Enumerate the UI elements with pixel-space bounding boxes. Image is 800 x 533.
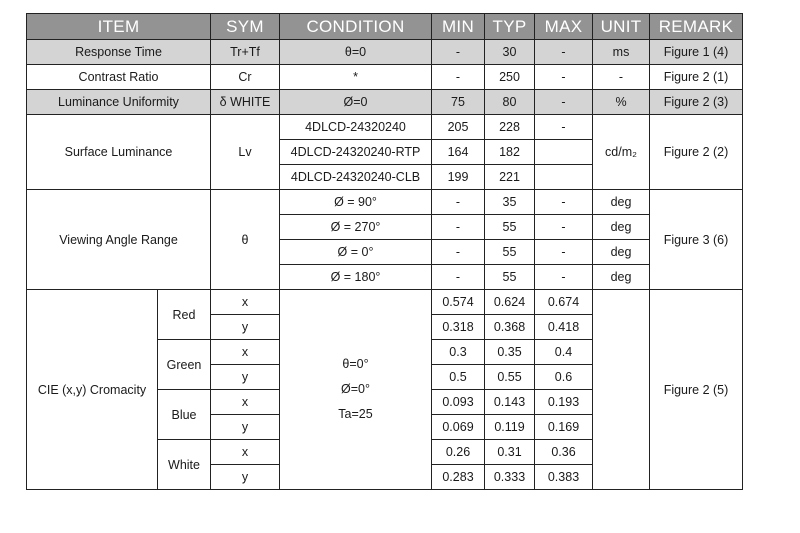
item-cell: Surface Luminance (27, 115, 211, 190)
min-cell: 0.574 (432, 290, 485, 315)
row-surface-luminance-1 (27, 115, 743, 140)
min-cell: - (432, 240, 485, 265)
max-cell: 0.674 (535, 290, 593, 315)
typ-cell: 0.368 (485, 315, 535, 340)
condition-cell: 4DLCD-24320240-CLB (280, 165, 432, 190)
header-item: ITEM (27, 14, 211, 40)
condition-cell: Ø = 180° (280, 265, 432, 290)
optical-spec-table (26, 13, 743, 490)
header-condition: CONDITION (280, 14, 432, 40)
cie-condition-cell (280, 290, 432, 490)
unit-cell: % (593, 90, 650, 115)
max-cell: - (535, 265, 593, 290)
unit-cell: deg (593, 265, 650, 290)
sym-cell: y (211, 415, 280, 440)
sym-cell: y (211, 315, 280, 340)
max-cell: - (535, 115, 593, 140)
max-cell: 0.36 (535, 440, 593, 465)
condition-cell: Ø = 0° (280, 240, 432, 265)
max-cell: - (535, 240, 593, 265)
cie-condition-line: Ø=0° (341, 382, 370, 396)
max-cell: 0.6 (535, 365, 593, 390)
condition-cell: Ø = 90° (280, 190, 432, 215)
min-cell: 0.093 (432, 390, 485, 415)
unit-cell: cd/m₂ (593, 115, 650, 190)
header-max: MAX (535, 14, 593, 40)
typ-cell: 0.333 (485, 465, 535, 490)
cie-condition-line: θ=0° (342, 357, 369, 371)
typ-cell: 55 (485, 215, 535, 240)
min-cell: 164 (432, 140, 485, 165)
typ-cell: 80 (485, 90, 535, 115)
header-unit: UNIT (593, 14, 650, 40)
max-cell: - (535, 215, 593, 240)
unit-cell: deg (593, 190, 650, 215)
row-response-time (27, 40, 743, 65)
sym-cell: δ WHITE (211, 90, 280, 115)
item-cell: Response Time (27, 40, 211, 65)
condition-cell: Ø = 270° (280, 215, 432, 240)
cie-condition-line: Ta=25 (338, 407, 373, 421)
unit-cell: deg (593, 215, 650, 240)
color-name-cell: White (158, 440, 211, 490)
item-cell: CIE (x,y) Cromacity (27, 290, 158, 490)
sym-cell: y (211, 465, 280, 490)
typ-cell: 221 (485, 165, 535, 190)
min-cell: - (432, 40, 485, 65)
min-cell: 0.26 (432, 440, 485, 465)
color-name-cell: Red (158, 290, 211, 340)
item-cell: Viewing Angle Range (27, 190, 211, 290)
sym-cell: x (211, 440, 280, 465)
sym-cell: Cr (211, 65, 280, 90)
typ-cell: 0.55 (485, 365, 535, 390)
color-name-cell: Blue (158, 390, 211, 440)
remark-cell: Figure 1 (4) (650, 40, 743, 65)
sym-cell: y (211, 365, 280, 390)
unit-cell: deg (593, 240, 650, 265)
header-typ: TYP (485, 14, 535, 40)
max-cell (535, 165, 593, 190)
typ-cell: 35 (485, 190, 535, 215)
item-cell: Contrast Ratio (27, 65, 211, 90)
min-cell: - (432, 265, 485, 290)
row-contrast-ratio (27, 65, 743, 90)
min-cell: - (432, 65, 485, 90)
unit-cell: ms (593, 40, 650, 65)
remark-cell: Figure 2 (3) (650, 90, 743, 115)
sym-cell: θ (211, 190, 280, 290)
min-cell: 75 (432, 90, 485, 115)
typ-cell: 55 (485, 240, 535, 265)
condition-cell: 4DLCD-24320240-RTP (280, 140, 432, 165)
max-cell: 0.193 (535, 390, 593, 415)
typ-cell: 182 (485, 140, 535, 165)
min-cell: 0.069 (432, 415, 485, 440)
typ-cell: 0.35 (485, 340, 535, 365)
min-cell: 0.3 (432, 340, 485, 365)
min-cell: - (432, 215, 485, 240)
condition-cell: θ=0 (280, 40, 432, 65)
remark-cell: Figure 2 (1) (650, 65, 743, 90)
min-cell: 0.283 (432, 465, 485, 490)
typ-cell: 55 (485, 265, 535, 290)
remark-cell: Figure 2 (2) (650, 115, 743, 190)
max-cell: - (535, 40, 593, 65)
max-cell: 0.383 (535, 465, 593, 490)
remark-cell: Figure 2 (5) (650, 290, 743, 490)
max-cell: - (535, 65, 593, 90)
unit-cell (593, 290, 650, 490)
sym-cell: Tr+Tf (211, 40, 280, 65)
header-min: MIN (432, 14, 485, 40)
min-cell: - (432, 190, 485, 215)
min-cell: 199 (432, 165, 485, 190)
condition-cell: 4DLCD-24320240 (280, 115, 432, 140)
row-luminance-uniformity (27, 90, 743, 115)
max-cell: 0.418 (535, 315, 593, 340)
sym-cell: x (211, 290, 280, 315)
max-cell (535, 140, 593, 165)
typ-cell: 0.31 (485, 440, 535, 465)
max-cell: 0.169 (535, 415, 593, 440)
max-cell: - (535, 90, 593, 115)
min-cell: 0.5 (432, 365, 485, 390)
remark-cell: Figure 3 (6) (650, 190, 743, 290)
item-cell: Luminance Uniformity (27, 90, 211, 115)
condition-cell: Ø=0 (280, 90, 432, 115)
min-cell: 0.318 (432, 315, 485, 340)
min-cell: 205 (432, 115, 485, 140)
typ-cell: 0.119 (485, 415, 535, 440)
max-cell: 0.4 (535, 340, 593, 365)
unit-cell: - (593, 65, 650, 90)
typ-cell: 30 (485, 40, 535, 65)
row-cie-red-x (27, 290, 743, 315)
typ-cell: 0.624 (485, 290, 535, 315)
max-cell: - (535, 190, 593, 215)
header-row (27, 14, 743, 40)
sym-cell: x (211, 340, 280, 365)
header-remark: REMARK (650, 14, 743, 40)
header-sym: SYM (211, 14, 280, 40)
sym-cell: Lv (211, 115, 280, 190)
typ-cell: 0.143 (485, 390, 535, 415)
color-name-cell: Green (158, 340, 211, 390)
row-viewing-angle-1 (27, 190, 743, 215)
typ-cell: 250 (485, 65, 535, 90)
sym-cell: x (211, 390, 280, 415)
condition-cell: * (280, 65, 432, 90)
typ-cell: 228 (485, 115, 535, 140)
